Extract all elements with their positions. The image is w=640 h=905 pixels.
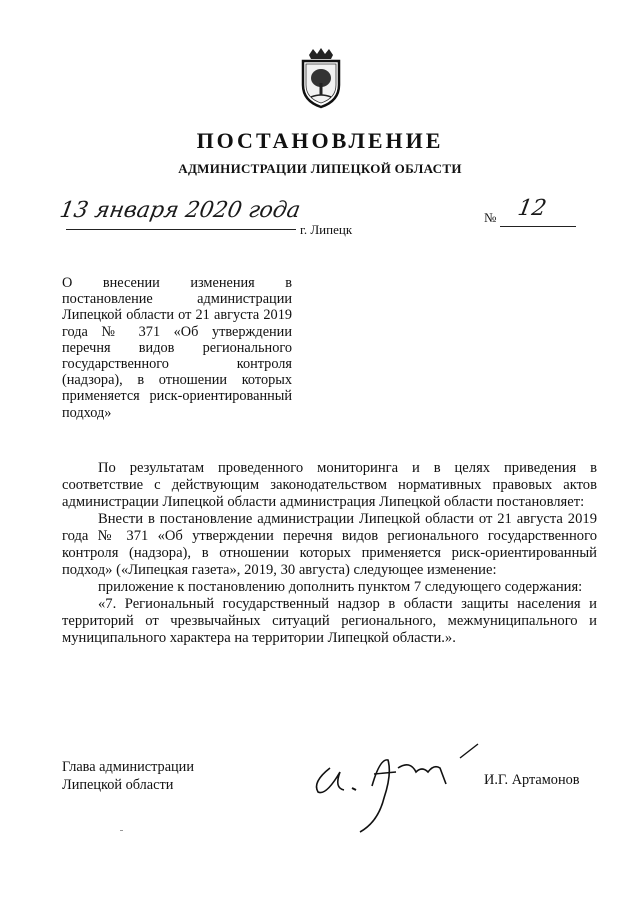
signatory-position: [62, 758, 194, 794]
number-underline: [500, 226, 576, 227]
document-body: [62, 460, 597, 647]
document-subtitle: АДМИНИСТРАЦИИ ЛИПЕЦКОЙ ОБЛАСТИ: [178, 161, 462, 176]
position-line-2: Липецкой области: [62, 777, 174, 793]
document-subject: О внесении изменения в постановление администрации Липецкой области от 21 августа 2019 года № 371 «Об утверждении перечня видов регионального государственного контроля (надзора), в отношении которых применяется риск-ориентированный подход»: [62, 275, 292, 421]
handwritten-date: 13 января 2020 года: [57, 198, 303, 223]
number-label: №: [484, 210, 497, 225]
city-label: г. Липецк: [300, 222, 353, 237]
signatory-name: И.Г. Артамонов: [484, 772, 580, 788]
scan-speck: [120, 830, 123, 831]
body-paragraph-1: По результатам проведенного мониторинга и в целях приведения в соответствие с действующим законодательством нормативных правовых актов администрации Липецкой области администрация Липецкой области постановляет:: [62, 460, 597, 510]
body-paragraph-3: приложение к постановлению дополнить пунктом 7 следующего содержания:: [98, 579, 583, 595]
handwritten-signature: [300, 738, 480, 838]
coat-of-arms-emblem: [295, 47, 347, 109]
body-paragraph-4: «7. Региональный государственный надзор в области защиты населения и территорий от чрезвычайных ситуаций регионального, межмуниципального и муниципального характера на территории Липецкой области.».: [62, 596, 597, 646]
document-title: ПОСТАНОВЛЕНИЕ: [196, 128, 444, 153]
position-line-1: Глава администрации: [62, 759, 194, 775]
handwritten-number: 12: [515, 196, 549, 221]
date-underline: [66, 229, 296, 230]
body-paragraph-2: Внести в постановление администрации Липецкой области от 21 августа 2019 года № 371 «Об утверждении перечня видов регионального государственного контроля (надзора), в отношении которых применяется риск-ориентированный подход» («Липецкая газета», 2019, 30 августа) следующее изменение:: [62, 511, 597, 578]
